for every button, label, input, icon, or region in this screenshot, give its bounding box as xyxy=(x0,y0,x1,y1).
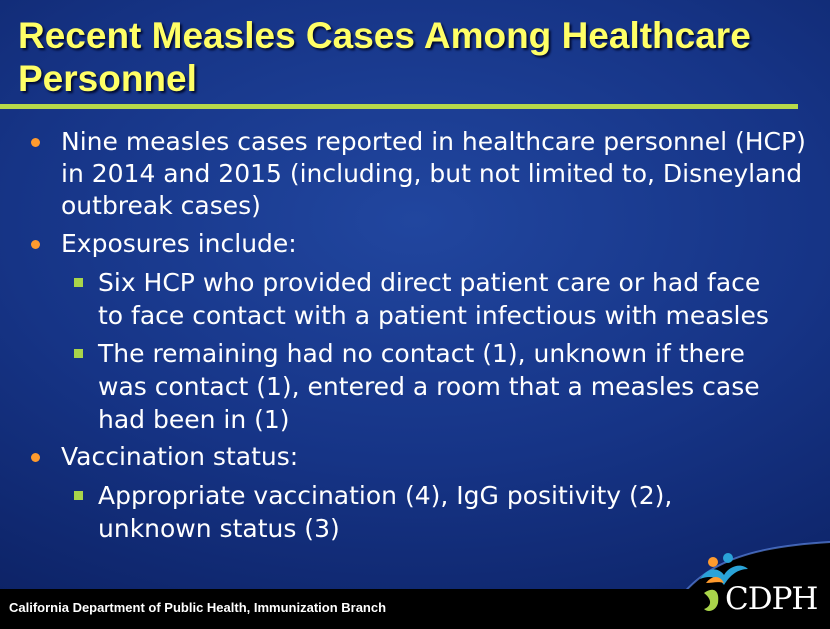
bullet-text: Vaccination status: xyxy=(61,442,299,471)
footer-text: California Department of Public Health, Immunization Branch xyxy=(9,600,387,615)
sub-bullet-item xyxy=(0,266,778,332)
round-bullet-icon xyxy=(31,240,40,249)
sub-bullet-text: The remaining had no contact (1), unknown if there was contact (1), entered a room that a measles case had been in (1) xyxy=(98,339,760,434)
sub-bullet-text: Six HCP who provided direct patient care or had face to face contact with a patient infectious with measles xyxy=(98,268,769,330)
square-bullet-icon xyxy=(74,349,83,358)
logo-wordmark: CDPH xyxy=(725,581,818,617)
title-underline xyxy=(0,104,798,109)
slide-title: Recent Measles Cases Among Healthcare Personnel xyxy=(18,15,751,99)
bullet-text: Exposures include: xyxy=(61,229,297,258)
round-bullet-icon xyxy=(31,453,40,462)
sub-bullet-item xyxy=(0,337,778,436)
bullet-item xyxy=(0,126,830,222)
square-bullet-icon xyxy=(74,278,83,287)
bullet-item xyxy=(0,228,830,260)
bullet-list xyxy=(0,126,830,550)
sub-bullet-item xyxy=(0,479,778,545)
square-bullet-icon xyxy=(74,491,83,500)
sub-bullet-text: Appropriate vaccination (4), IgG positivity (2), unknown status (3) xyxy=(98,481,673,543)
round-bullet-icon xyxy=(31,138,40,147)
bullet-text: Nine measles cases reported in healthcare personnel (HCP) in 2014 and 2015 (including, but not limited to, Disneyland outbreak cases) xyxy=(61,127,806,220)
bullet-item xyxy=(0,441,830,473)
